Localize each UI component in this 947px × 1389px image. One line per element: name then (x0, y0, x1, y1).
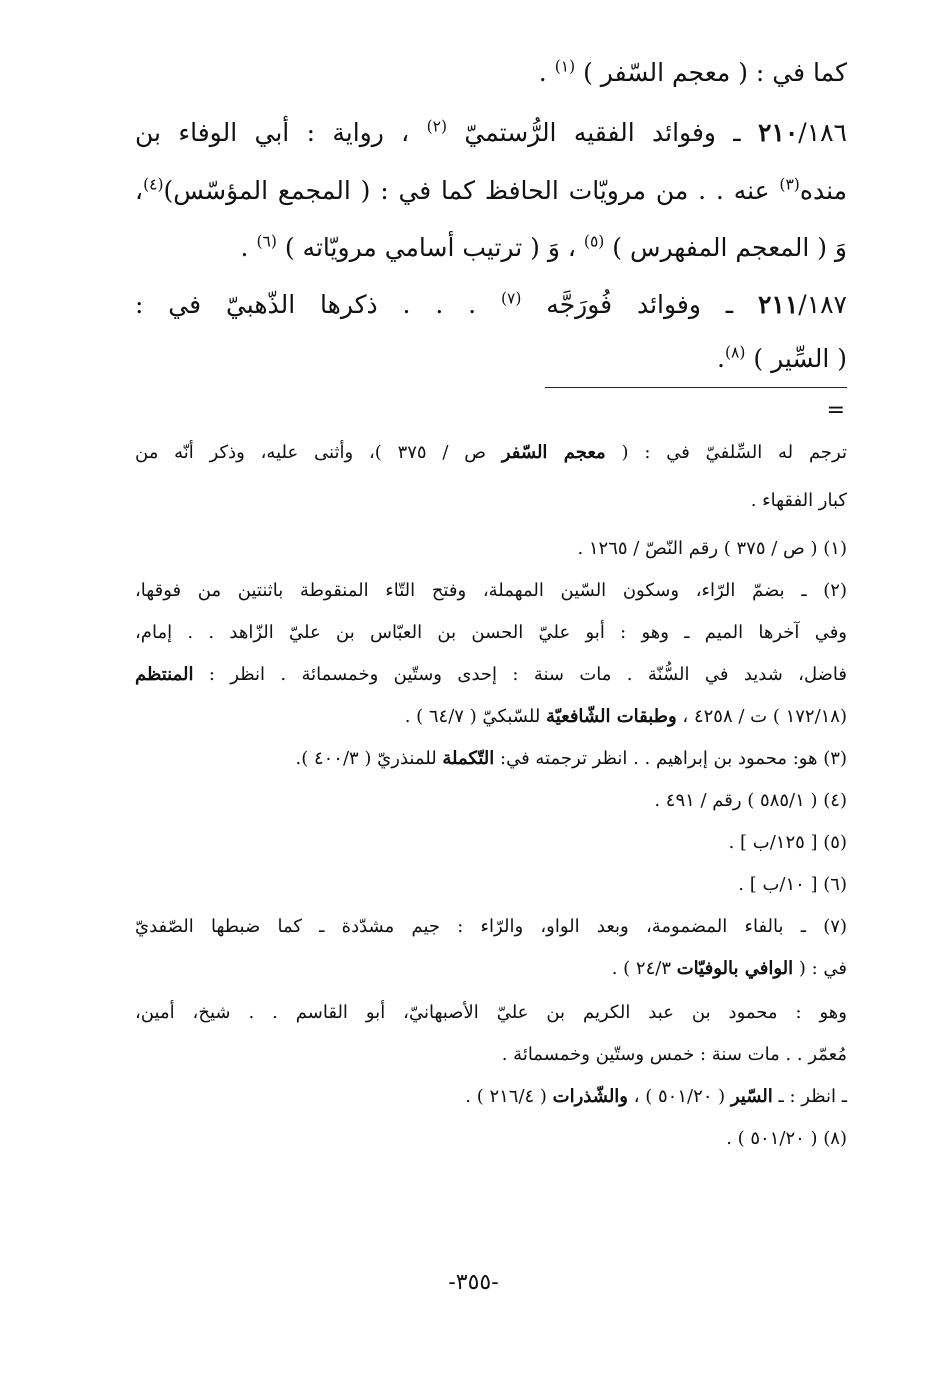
footnote-2-line-4: (١٧٢/١٨ ) ت / ٤٢٥٨ ، وطبقات الشّافعيّة للسّبكيّ ( ٦٤/٧ ) . (404, 706, 847, 727)
footnote-separator (545, 387, 847, 388)
entry-211-line-1: ٢١١/١٨٧ ـ وفوائد فُورَجَّه $^{(٧)}$ . . . ذكرها الذّهبيّ في : (135, 289, 847, 319)
page-number: -٣٥٥- (448, 1270, 499, 1295)
entry-211-line-2: ( السِّير ) $^{(٨)}$. (717, 343, 847, 373)
footnote-2-line-3: فاضل، شديد في السُّنّة . مات سنة : إحدى وستّين وخمسمائة . انظر : المنتظم (135, 664, 847, 685)
footnote-7-line-4: مُعمّر . . مات سنة : خمس وستّين وخمسمائة . (501, 1044, 847, 1065)
footnote-2-line-1: (٢) ـ بضمّ الرّاء، وسكون السّين المهملة، وفتح التّاء المنقوطة باثنتين من فوقها، (135, 580, 847, 601)
footnote-5: (٥) [ ١٢٥/ب ] . (728, 832, 847, 853)
footnote-7-line-2: في : ( الوافي بالوفيّات ٢٤/٣ ) . (611, 958, 847, 979)
note-cont-line-1: ترجم له السِّلفيّ في : ( معجم السّفر ص / ٣٧٥ )، وأثنى عليه، وذكر أنّه من (135, 442, 847, 463)
footnote-7-line-3: وهو : محمود بن عبد الكريم بن عليّ الأصبهانيّ، أبو القاسم . . شيخ، أمين، (135, 1002, 847, 1023)
entry-number-211: ٢١١ (757, 290, 799, 319)
footnote-8: (٨) ( ٥٠١/٢٠ ) . (726, 1128, 847, 1149)
footnote-7-line-1: (٧) ـ بالفاء المضمومة، وبعد الواو، والرّاء : جيم مشدّدة ـ كما ضبطها الصّفديّ (135, 916, 847, 937)
main-line-1: كما في : ( معجم السّفر ) $^{(١)}$ . (538, 57, 847, 87)
footnote-7-line-5: ـ انظر : ـ السّير ( ٥٠١/٢٠ ) ، والشّذرات ( ٢١٦/٤ ) . (465, 1086, 847, 1107)
footnote-3: (٣) هو: محمود بن إبراهيم . . انظر ترجمته في: التّكملة للمنذريّ ( ٤٠٠/٣ ). (295, 748, 847, 769)
entry-210-line-3: وَ ( المعجم المفهرس ) $^{(٥)}$ ، وَ ( ترتيب أسامي مرويّاته ) $^{(٦)}$ . (240, 232, 847, 262)
footnote-1: (١) ( ص / ٣٧٥ ) رقم النّصّ / ١٢٦٥ . (577, 538, 847, 559)
entry-210-line-1: ٢١٠/١٨٦ ـ وفوائد الفقيه الرُّستميّ $^{(٢)}$ ، رواية : أبي الوفاء بن (135, 117, 847, 147)
footnote-6: (٦) [ ١٠/ب ] . (738, 874, 847, 895)
entry-210-line-2: منده$^{(٣)}$ عنه . . من مرويّات الحافظ كما في : ( المجمع المؤسّس)$^{(٤)}$، (135, 175, 847, 205)
footnote-4: (٤) ( ٥٨٥/١ ) رقم / ٤٩١ . (654, 790, 847, 811)
note-cont-line-2: كبار الفقهاء . (750, 490, 847, 511)
footnote-2-line-2: وفي آخرها الميم ـ وهو : أبو عليّ الحسن بن العبّاس بن عليّ الزّاهد . . إمام، (135, 622, 847, 643)
continuation-mark: = (826, 398, 845, 423)
entry-number-210: ٢١٠ (757, 118, 799, 147)
